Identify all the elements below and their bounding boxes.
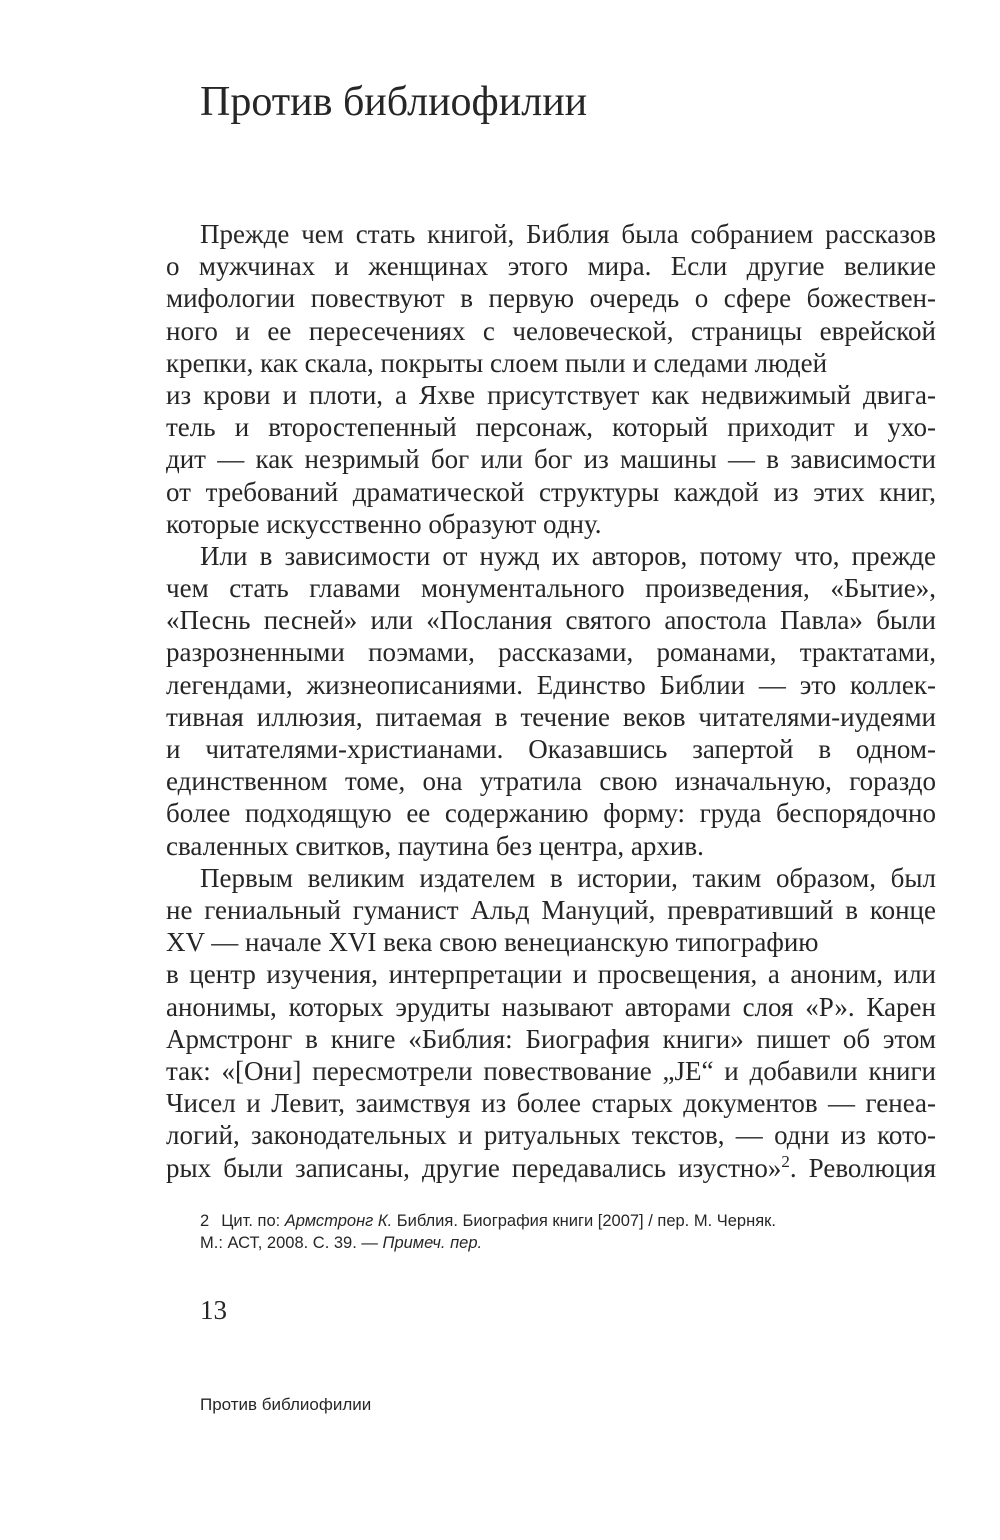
- text-segment: . Революция: [789, 1152, 936, 1183]
- chapter-title: Против библиофилии: [200, 79, 588, 125]
- text-line: Или в зависимости от нужд их авторов, потому что, прежде: [200, 540, 936, 571]
- text-line: Первым великим издателем в истории, таким образом, был: [200, 862, 936, 893]
- text-line-last: [166, 1152, 936, 1184]
- footnote-publisher: М.: АСТ, 2008. С. 39. —: [200, 1234, 383, 1252]
- text-line: от требований драматической структуры каждой из этих книг,: [166, 476, 936, 507]
- text-line: логий, законодательных и ритуальных текстов, — одни из кото-: [166, 1120, 936, 1151]
- footnote-line: [200, 1232, 920, 1254]
- text-line: так: «[Они] пересмотрели повествование „JE“ и добавили книги: [166, 1055, 936, 1086]
- footnote: [200, 1210, 920, 1254]
- text-segment: рых были записаны, другие передавались изустно»: [166, 1152, 782, 1183]
- text-line: ного и ее пересечениях с человеческой, страницы еврейской: [166, 315, 936, 346]
- text-line: мифологии повествуют в первую очередь о сфере божествен-: [166, 283, 936, 314]
- text-line: разрозненными поэмами, рассказами, романами, трактатами,: [166, 637, 936, 668]
- page-number: 13: [200, 1295, 227, 1325]
- text-line: дит — как незримый бог или бог из машины — в зависимости: [166, 444, 936, 475]
- text-line: и читателями-христианами. Оказавшись запертой в одном-: [166, 734, 936, 765]
- text-line: тивная иллюзия, питаемая в течение веков читателями-иудеями: [166, 701, 936, 732]
- text-line: анонимы, которых эрудиты называют авторами слоя «Р». Карен: [166, 991, 936, 1022]
- footnote-author: Армстронг К.: [284, 1212, 393, 1230]
- text-line: тель и второстепенный персонаж, который приходит и ухо-: [166, 412, 936, 443]
- text-line: легендами, жизнеописаниями. Единство Библии — это коллек-: [166, 669, 936, 700]
- text-line: крепки, как скала, покрыты слоем пыли и следами людей: [166, 347, 828, 378]
- footnote-title: Библия. Биография книги [2007] / пер. М. Черняк.: [392, 1212, 776, 1230]
- text-line: из крови и плоти, а Яхве присутствует как недвижимый двига-: [166, 379, 936, 410]
- text-line: сваленных свитков, паутина без центра, архив.: [166, 830, 704, 861]
- footnote-number: 2: [200, 1212, 210, 1230]
- running-title: Против библиофилии: [200, 1395, 372, 1414]
- text-line: не гениальный гуманист Альд Мануций, превративший в конце: [166, 894, 936, 925]
- text-line: Прежде чем стать книгой, Библия была собранием рассказов: [200, 219, 936, 249]
- footnote-prefix: Цит. по:: [221, 1212, 285, 1230]
- footnote-ref[interactable]: 2: [781, 1151, 790, 1171]
- text-line: Армстронг в книге «Библия: Биография книги» пишет об этом: [166, 1023, 936, 1054]
- text-line: чем стать главами монументального произведения, «Бытие»,: [166, 573, 936, 604]
- text-line: которые искусственно образуют одну.: [166, 508, 602, 539]
- text-line: в центр изучения, интерпретации и просвещения, а аноним, или: [166, 959, 936, 990]
- body-text: [166, 218, 936, 1184]
- text-line: единственном томе, она утратила свою изначальную, гораздо: [166, 766, 936, 797]
- text-line: Чисел и Левит, заимствуя из более старых документов — генеа-: [166, 1088, 936, 1119]
- text-line: XV — начале XVI века свою венецианскую типографию: [166, 927, 819, 958]
- text-line: «Песнь песней» или «Послания святого апостола Павла» были: [166, 605, 936, 636]
- footnote-line: [200, 1210, 920, 1232]
- text-line: более подходящую ее содержанию форму: груда беспорядочно: [166, 798, 936, 829]
- footnote-translator-note: Примеч. пер.: [382, 1234, 483, 1252]
- text-line: о мужчинах и женщинах этого мира. Если другие великие: [166, 251, 936, 282]
